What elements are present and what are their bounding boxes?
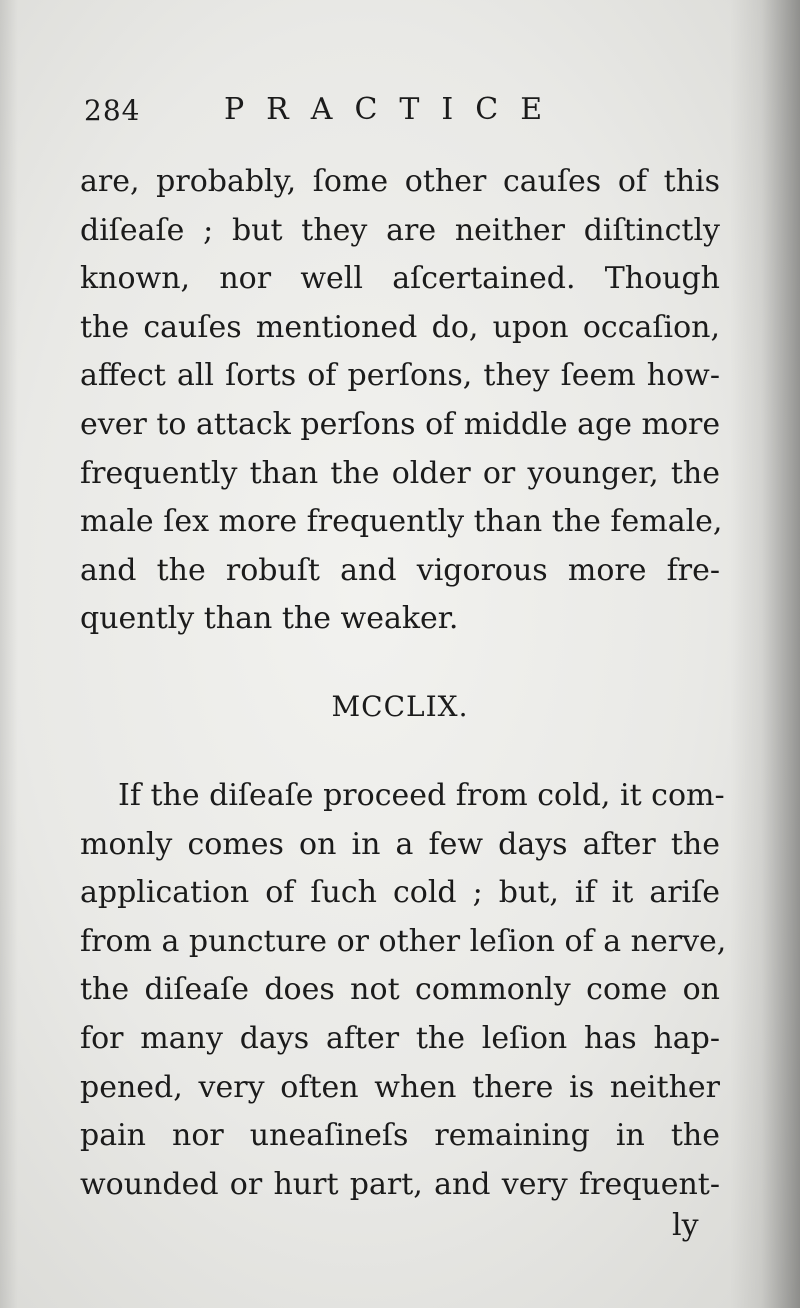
spine-shadow — [730, 0, 800, 1308]
text-line: frequently than the older or younger, the — [80, 455, 720, 491]
text-line: known, nor well aſcertained. Though — [80, 261, 720, 297]
text-line: If the diſeaſe proceed from cold, it com- — [118, 778, 725, 813]
paragraph-2 — [80, 772, 727, 1209]
paragraph-1 — [80, 158, 723, 644]
text-line: monly comes on in a few days after the — [80, 826, 720, 862]
text-line: affect all ſorts of perſons, they ſeem how- — [80, 358, 720, 394]
text-line: the cauſes mentioned do, upon occaſion, — [80, 309, 720, 345]
section-heading: MCCLIX. — [331, 690, 469, 723]
text-line: application of ſuch cold ; but, if it ariſe — [80, 875, 720, 911]
running-head — [84, 88, 704, 138]
text-line: pain nor uneaſineſs remaining in the — [80, 1118, 720, 1154]
text-line: male ſex more frequently than the female, — [80, 504, 723, 540]
text-line: wounded or hurt part, and very frequent- — [80, 1166, 720, 1202]
page-left-edge-shadow — [0, 0, 18, 1308]
running-title: PRACTICE — [224, 92, 565, 127]
text-line: are, probably, ſome other cauſes of this — [80, 164, 720, 199]
text-line: pened, very often when there is neither — [80, 1069, 720, 1105]
text-line: from a puncture or other leſion of a nerve, — [80, 923, 727, 959]
text-line: and the robuſt and vigorous more fre- — [80, 552, 720, 588]
text-line: ever to attack perſons of middle age more — [80, 406, 721, 442]
text-line: diſeaſe ; but they are neither diſtinctly — [80, 212, 720, 248]
catchword: ly — [672, 1208, 699, 1243]
page-number: 284 — [84, 94, 141, 127]
text-line: for many days after the leſion has hap- — [80, 1020, 720, 1056]
text-line: the diſeaſe does not commonly come on — [80, 972, 720, 1008]
text-line: quently than the weaker. — [80, 601, 459, 637]
